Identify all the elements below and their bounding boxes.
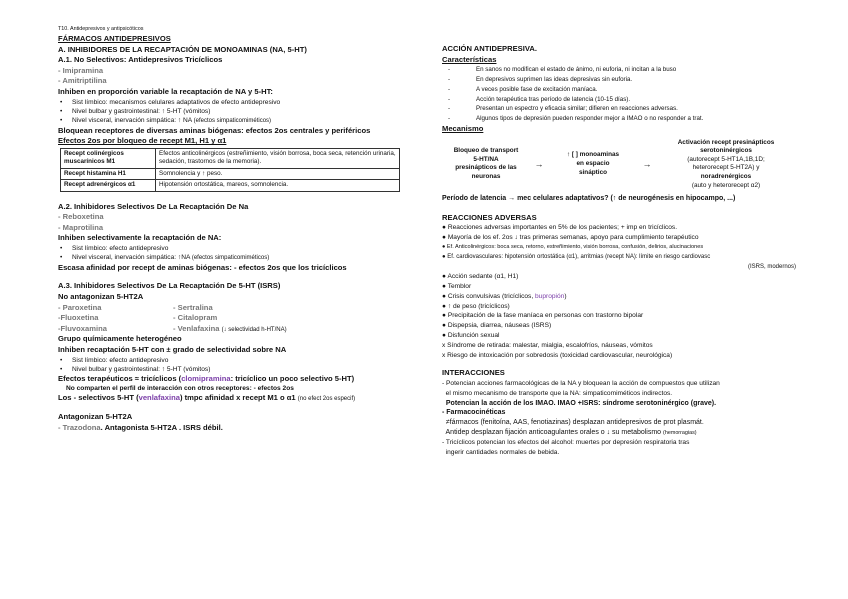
drug-trazodona: - Trazodona — [58, 422, 101, 432]
a1-bullet-2: • Nivel bulbar y gastrointestinal: ↑ 5-HT (vómitos) — [58, 107, 418, 116]
drug-right-item: - Venlafaxina — [173, 323, 220, 333]
ra-crisis-end: ) — [564, 292, 567, 300]
reacciones-adversas: REACCIONES ADVERSAS — [442, 212, 537, 222]
inhibe-proporcion: Inhiben en proporción variable la recaptación de NA y 5-HT: — [58, 86, 273, 96]
right-column — [442, 44, 802, 457]
int-item: ≠fármacos (fenitoína, AAS, fenotiazinas) desplazan antidepresivos de prot plasmát. — [442, 419, 704, 427]
a1-bullet-1: • Sist límbico: mecanismos celulares adaptativos de efecto antidepresivo — [58, 98, 418, 107]
table-row — [61, 168, 400, 179]
a2-bullet-2-note: (efectos simpaticomiméticos) — [191, 255, 270, 262]
ra-item: ● Temblor — [442, 283, 472, 291]
inhibe-5ht: Inhiben recaptación 5-HT con ± grado de selectividad sobre NA — [58, 344, 287, 354]
mech-box-3-line: Activación recept presinápticos — [677, 138, 775, 146]
int-item: - Potencian acciones farmacológicas de la NA y bloquean la acción de compuestos que utilizan — [442, 380, 720, 388]
mech-box-1-line: presinápticos de las — [455, 164, 517, 172]
mechanism-diagram — [442, 139, 802, 191]
drug-left-item: - Paroxetina — [58, 302, 102, 312]
mech-box-1-line: Bloqueo de transport — [453, 147, 519, 155]
arrow-icon: → — [534, 159, 544, 170]
int-item: el mismo mecanismo de transporte que la NA: simpaticomiméticos indirectos. — [442, 389, 673, 397]
mech-box-2-line: en espacio — [576, 160, 610, 168]
table-cell-value: Hipotensión ortostática, mareos, somnolencia. — [156, 180, 400, 191]
a3-bullet-2: • Nivel bulbar y gastrointestinal: ↑ 5-HT (vómitos) — [58, 365, 418, 374]
int-antidep-text: Antidep desplazan fijación anticoagulantes orales o ↓ su metabolismo — [442, 429, 662, 437]
mech-box-2-line: ↑ [ ] monoaminas — [566, 151, 620, 159]
section-a1: A.1. No Selectivos: Antidepresivos Tricíclicos — [58, 55, 223, 65]
no-antagonizan: No antagonizan 5-HT2A — [58, 291, 144, 301]
table-cell-value: Somnolencia y ↑ peso. — [156, 168, 400, 179]
a1-bullet-3-main: Nivel visceral, inervación simpática: ↑ NA — [72, 117, 192, 125]
table-row — [61, 180, 400, 191]
mech-box-3-line: heterorecept 5-HT2A) y — [692, 164, 760, 172]
mech-box-2-line: sináptico — [578, 168, 608, 176]
venlafaxina-note: (↓ selectividad h-HT/NA) — [221, 326, 287, 333]
drug-imipramina: - Imipramina — [58, 65, 104, 75]
ra-item — [442, 292, 802, 302]
terap-text-c: : tricíclico un poco selectivo 5-HT) — [230, 374, 355, 384]
caract-item: - En sanos no modifican el estado de ánimo, ni euforia, ni incitan a la buso — [442, 65, 802, 75]
menos-selectivos — [58, 393, 418, 404]
ra-item: ● Mayoría de los ef. 2os ↓ tras primeras semanas, apoyo para cumplimiento terapéutico — [442, 234, 699, 242]
ra-item: ● ↑ de peso (tricíclicos) — [442, 302, 510, 310]
caracteristicas: Características — [442, 54, 497, 64]
mech-box-3-line: (autorecept 5-HT1A,1B,1D; — [687, 155, 765, 163]
a1-bullet-3-note: (efectos simpaticomiméticos) — [193, 118, 272, 125]
los-note: (no efect 2os especif) — [297, 396, 356, 403]
section-a2: A.2. Inhibidores Selectivos De La Recaptación De Na — [58, 201, 249, 211]
drug-amitriptilina: - Amitriptilina — [58, 76, 107, 86]
mech-box-3-line: serotoninérgicos — [700, 147, 752, 155]
drug-reboxetina: - Reboxetina — [58, 212, 104, 222]
section-a3: A.3. Inhibidores Selectivos De La Recaptación De 5-HT (ISRS) — [58, 281, 281, 291]
caract-item: - A veces posible fase de excitación maníaca. — [442, 85, 802, 95]
drug-right-item: - Citalopram — [173, 313, 218, 323]
table-cell-key: Recept colinérgicos muscarínicos M1 — [61, 148, 156, 168]
ra-item: ● Dispepsia, diarrea, náuseas (ISRS) — [442, 322, 552, 330]
hemorragias-note: (hemorragias) — [663, 430, 697, 437]
mech-box-1-line: neuronas — [471, 172, 501, 180]
mech-box-3 — [656, 139, 796, 191]
no-comparten: No comparten el perfil de interacción con otros receptores: - efectos 2os — [66, 384, 294, 392]
a2-bullet-2-main: Nivel visceral, inervación simpática: ↑NA — [72, 254, 190, 262]
drug-right-item: - Sertralina — [173, 302, 213, 312]
clomipramina-text: clomipramina — [181, 374, 231, 384]
int-item: - Tricíclicos potencian los efectos del alcohol: muertes por depresión respiratoria tras — [442, 438, 690, 446]
a2-bullet-2 — [58, 253, 418, 262]
escasa-afinidad: Escasa afinidad por recept de aminas biógenas: - efectos 2os que los tricíclicos — [58, 262, 347, 272]
mech-box-3-line: (auto y heterorecept α2) — [691, 181, 761, 189]
ra-isrs-note: (ISRS, modernos) — [747, 263, 796, 270]
drug-maprotilina: - Maprotilina — [58, 222, 104, 232]
ra-item: ● Disfunción sexual — [442, 332, 500, 340]
los-text-a: Los - selectivos 5-HT ( — [58, 393, 139, 403]
caract-item: - Acción terapéutica tras período de latencia (10-15 días). — [442, 95, 802, 105]
ra-item: x Riesgo de intoxicación por sobredosis (toxicidad cardiovascular, neurológica) — [442, 351, 673, 359]
caract-item: - En depresivos suprimen las ideas depresivas sin euforia. — [442, 75, 802, 85]
drug-left-item: -Fluvoxamina — [58, 323, 107, 333]
title: FÁRMACOS ANTIDEPRESIVOS — [58, 34, 171, 43]
grupo-heterogeneo: Grupo químicamente heterogéneo — [58, 334, 182, 344]
a3-bullet-1: • Sist límbico: efecto antidepresivo — [58, 356, 418, 365]
ra-item: x Síndrome de retirada: malestar, mialgia, escalofríos, náuseas, vómitos — [442, 341, 653, 349]
efectos-terapeuticos — [58, 374, 418, 385]
los-text-c: ) tmpc afinidad x recept M1 o α1 — [179, 393, 296, 403]
efectos-2os: Efectos 2os por bloqueo de recept M1, H1 y α1 — [58, 136, 227, 146]
ra-crisis-text: ● Crisis convulsivas (tricíclicos, — [442, 292, 536, 300]
int-item: Potencian la acción de los IMAO. IMAO +ISRS: síndrome serotoninérgico (grave). — [442, 399, 717, 407]
a1-bullet-3 — [58, 116, 418, 125]
antagonizan-5ht2a: Antagonizan 5-HT2A — [58, 411, 133, 421]
bloquean-receptores: Bloquean receptores de diversas aminas biógenas: efectos 2os centrales y periféricos — [58, 125, 371, 135]
table-cell-key: Recept adrenérgicos α1 — [61, 180, 156, 191]
mech-box-2 — [548, 151, 638, 177]
int-item: ingerir cantidades normales de bebida. — [442, 448, 560, 456]
mech-box-1-line: 5-HT/NA — [473, 155, 499, 163]
caract-item: - Presentan un espectro y eficacia similar; difieren en reacciones adversas. — [442, 104, 802, 114]
receptor-table — [60, 148, 400, 192]
int-item: - Farmacocinéticas — [442, 409, 506, 417]
inhibe-na: Inhiben selectivamente la recaptación de NA: — [58, 233, 222, 243]
latencia: Período de latencia → mec celulares adaptativos? (↑ de neurogénesis en hipocampo, ...) — [442, 195, 736, 203]
isrs-drug-list — [58, 303, 418, 335]
arrow-icon: → — [642, 159, 652, 170]
ra-item: ● Ef. cardiovasculares: hipotensión ortostática (α1), arritmias (recept NA): límite en riesgo cardiovasc — [442, 253, 711, 260]
trazodona-line — [58, 423, 418, 434]
ra-item: ● Acción sedante (α1, H1) — [442, 273, 519, 281]
doc-header: T10. Antidepresivos y antipsicóticos — [58, 26, 144, 32]
venlafaxina-text: venlafaxina — [138, 393, 180, 403]
left-column — [58, 34, 418, 433]
table-cell-value: Efectos anticolinérgicos (estreñimiento, visión borrosa, boca seca, retención urinaria, sedación, trastornos de la memoria). — [156, 148, 400, 168]
ra-item: ● Ef. Anticolinérgicos: boca seca, retorno, estreñimiento, visión borrosa, confusión, delirios, alucinaciones — [442, 243, 704, 250]
bupropion-text: bupropión — [535, 292, 565, 300]
mech-box-1 — [442, 147, 530, 181]
ra-item: ● Reacciones adversas importantes en 5% de los pacientes; + imp en tricíclicos. — [442, 224, 678, 232]
terap-text-a: Efectos terapéuticos ≈ tricíclicos ( — [58, 374, 182, 384]
a2-bullet-1: • Sist límbico: efecto antidepresivo — [58, 244, 418, 253]
table-row — [61, 148, 400, 168]
table-cell-key: Recept histamina H1 — [61, 168, 156, 179]
accion-antidepresiva: ACCIÓN ANTIDEPRESIVA. — [442, 44, 537, 53]
drug-left-item: -Fluoxetina — [58, 313, 99, 323]
mecanismo: Mecanismo — [442, 123, 484, 133]
interacciones: INTERACCIONES — [442, 368, 505, 378]
section-a: A. INHIBIDORES DE LA RECAPTACIÓN DE MONOAMINAS (NA, 5-HT) — [58, 44, 307, 54]
mech-box-3-line: noradrenérgicos — [700, 172, 752, 180]
int-item — [442, 428, 802, 438]
ra-item: ● Precipitación de la fase maníaca en personas con trastorno bipolar — [442, 312, 644, 320]
caract-item: - Algunos tipos de depresión pueden responder mejor a IMAO o no responder a trat. — [442, 114, 802, 124]
trazodona-desc: . Antagonista 5-HT2A . ISRS débil. — [100, 422, 223, 432]
